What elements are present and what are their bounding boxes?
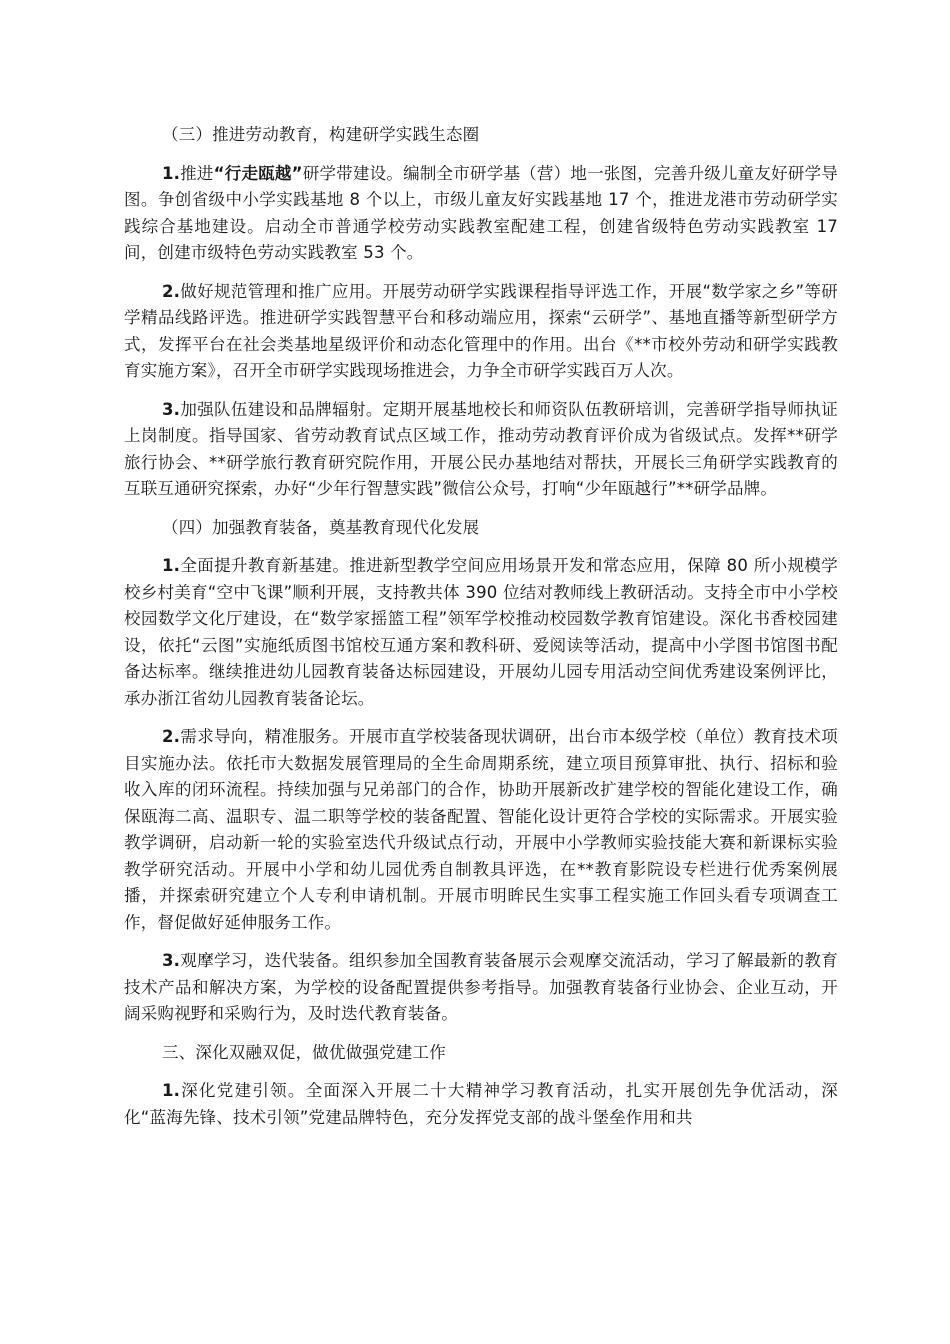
item-number: 1. xyxy=(162,1081,181,1100)
item-number: 3. xyxy=(162,399,181,419)
paragraph-item: 3.加强队伍建设和品牌辐射。定期开展基地校长和师资队伍教研培训，完善研学指导师执证上岗制度。指导国家、省劳动教育试点区域工作，推动劳动教育评价成为省级试点。发挥**研学旅行协会、**研学旅行教育研究院作用，开展公民办基地结对帮扶，开展长三角研学实践教育的互联互通研究探索，办好“少年行智慧实践”微信公众号，打响“少年瓯越行”**研学品牌。 xyxy=(124,399,838,498)
section-heading-4: （四）加强教育装备，奠基教育现代化发展 xyxy=(162,517,480,537)
paragraph-item: 1.全面提升教育新基建。推进新型教学空间应用场景开发和常态应用，保障 80 所小规模学校乡村美育“空中飞课”顺利开展，支持教共体 390 位结对教师线上教研活动。支持全市中小学校校园数学文化厅建设，在“数学家摇篮工程”领军学校推动校园数学教育馆建设。深化书香校园建设，依托“云图”实施纸质图书馆校互通方案和教科研、爱阅读等活动，提高中小学图书馆图书配备达标率。继续推进幼儿园教育装备达标园建设，开展幼儿园专用活动空间优秀建设案例评比，承办浙江省幼儿园教育装备论坛。 xyxy=(124,556,838,708)
item-number: 1. xyxy=(162,556,181,575)
section-heading-3: （三）推进劳动教育，构建研学实践生态圈 xyxy=(162,125,480,144)
document-page xyxy=(124,122,838,1143)
paragraph-item: 1.推进“行走瓯越”研学带建设。编制全市研学基（营）地一张图，完善升级儿童友好研学导图。争创省级中小学实践基地 8 个以上，市级儿童友好实践基地 17 个，推进龙港市劳动研学实践综合基地建设。启动全市普通学校劳动实践教室配建工程，创建省级特色劳动实践教室 17 间，创建市级特色劳动实践教室 53 个。 xyxy=(124,163,838,262)
item-number: 3. xyxy=(162,951,181,970)
paragraph-item: 2.需求导向，精准服务。开展市直学校装备现状调研，出台市本级学校（单位）教育技术项目实施办法。依托市大数据发展管理局的全生命周期系统，建立项目预算审批、执行、招标和验收入库的闭环流程。持续加强与兄弟部门的合作，协助开展新改扩建学校的智能化建设工作，确保瓯海二高、温职专、温二职等学校的装备配置、智能化设计更符合学校的实际需求。开展实验教学调研，启动新一轮的实验室迭代升级试点行动，开展中小学教师实验技能大赛和新课标实验教学研究活动。开展中小学和幼儿园优秀自制教具评选，在**教育影院设专栏进行优秀案例展播，并探索研究建立个人专利申请机制。开展市明眸民生实事工程实施工作回头看专项调查工作，督促做好延伸服务工作。 xyxy=(124,727,838,932)
item-number: 2. xyxy=(162,727,181,746)
paragraph-item: 2.做好规范管理和推广应用。开展劳动研学实践课程指导评选工作，开展“数学家之乡”等研学精品线路评选。推进研学实践智慧平台和移动端应用，探索“云研学”、基地直播等新型研学方式，发挥平台在社会类基地星级评价和动态化管理中的作用。出台《**市校外劳动和研学实践教育实施方案》，召开全市研学实践现场推进会，力争全市研学实践百万人次。 xyxy=(124,281,838,380)
paragraph-item: 1.深化党建引领。全面深入开展二十大精神学习教育活动，扎实开展创先争优活动，深化“蓝海先锋、技术引领”党建品牌特色，充分发挥党支部的战斗堡垒作用和共 xyxy=(124,1081,838,1127)
chapter-heading-3: 三、深化双融双促，做优做强党建工作 xyxy=(162,1042,446,1062)
paragraph-item: 3.观摩学习，迭代装备。组织参加全国教育装备展示会观摩交流活动，学习了解最新的教育技术产品和解决方案，为学校的设备配置提供参考指导。加强教育装备行业协会、企业互动，开阔采购视野和采购行为，及时迭代教育装备。 xyxy=(124,951,838,1023)
item-number: 2. xyxy=(162,281,181,301)
item-number: 1. xyxy=(162,163,181,183)
